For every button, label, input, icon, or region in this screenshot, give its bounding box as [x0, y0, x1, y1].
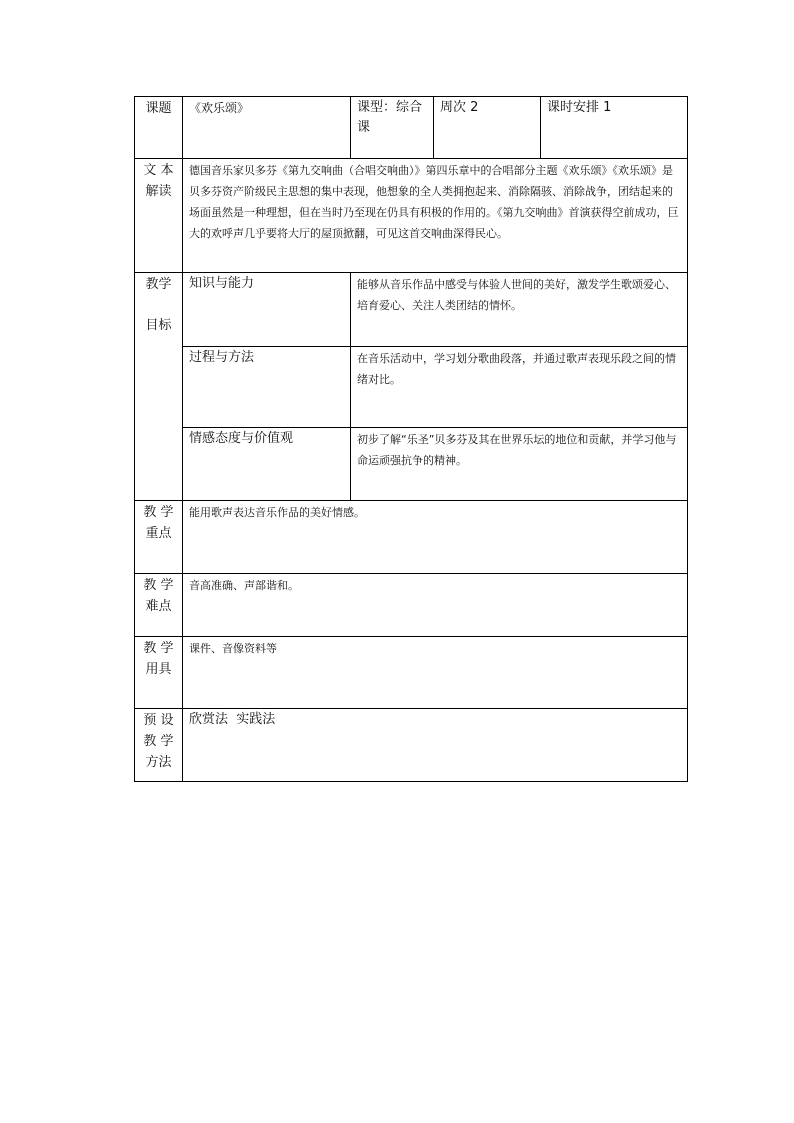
methods-label-line1: 预 设 — [143, 713, 174, 728]
objective-content: 在音乐活动中，学习划分歌曲段落，并通过歌声表现乐段之间的情绪对比。 — [351, 347, 688, 428]
objective-row-3 — [135, 428, 688, 501]
difficulties-label — [135, 574, 183, 637]
objectives-label — [135, 273, 183, 501]
methods-content: 欣赏法 实践法 — [183, 709, 688, 782]
text-interpretation-row — [135, 159, 688, 273]
methods-label — [135, 709, 183, 782]
tools-label — [135, 637, 183, 709]
lesson-type: 课型：综合课 — [351, 97, 434, 159]
tools-row — [135, 637, 688, 709]
text-interpretation-label-line1: 文 本 — [143, 163, 174, 178]
key-points-content: 能用歌声表达音乐作品的美好情感。 — [183, 501, 688, 574]
objective-name: 情感态度与价值观 — [183, 428, 351, 501]
methods-label-line2: 教 学 — [143, 734, 174, 749]
methods-row — [135, 709, 688, 782]
difficulties-label-line2: 难点 — [145, 599, 172, 614]
objective-row-1 — [135, 273, 688, 347]
difficulties-label-line1: 教 学 — [143, 578, 174, 593]
title-label: 课题 — [135, 97, 183, 159]
objective-name: 过程与方法 — [183, 347, 351, 428]
objective-content: 能够从音乐作品中感受与体验人世间的美好，激发学生歌颂爱心、培育爱心、关注人类团结的情怀。 — [351, 273, 688, 347]
header-row — [135, 97, 688, 159]
schedule: 课时安排 1 — [541, 97, 688, 159]
tools-content: 课件、音像资料等 — [183, 637, 688, 709]
text-interpretation-content: 德国音乐家贝多芬《第九交响曲（合唱交响曲）》第四乐章中的合唱部分主题《欢乐颂》《欢乐颂》是贝多芬资产阶级民主思想的集中表现，他想象的全人类拥抱起来、消除隔骇、消除战争，团结起来的场面虽然是一种理想，但在当时乃至现在仍具有积极的作用的。《第九交响曲》首演获得空前成功，巨大的欢呼声几乎要将大厅的屋顶掀翻，可见这首交响曲深得民心。 — [183, 159, 688, 273]
objective-content: 初步了解“乐圣”贝多芬及其在世界乐坛的地位和贡献，并学习他与命运顽强抗争的精神。 — [351, 428, 688, 501]
objective-name: 知识与能力 — [183, 273, 351, 347]
title-value: 《欢乐颂》 — [183, 97, 351, 159]
text-interpretation-label-line2: 解读 — [145, 184, 172, 199]
objectives-label-line1: 教学 — [145, 277, 172, 292]
tools-label-line2: 用具 — [145, 662, 172, 677]
week-number: 周次 2 — [434, 97, 541, 159]
difficulties-row — [135, 574, 688, 637]
key-points-label — [135, 501, 183, 574]
tools-label-line1: 教 学 — [143, 641, 174, 656]
methods-label-line3: 方法 — [145, 755, 172, 770]
difficulties-content: 音高准确、声部谐和。 — [183, 574, 688, 637]
lesson-plan-table — [134, 96, 688, 782]
key-points-label-line1: 教 学 — [143, 505, 174, 520]
key-points-label-line2: 重点 — [145, 526, 172, 541]
objectives-label-line2: 目标 — [145, 318, 172, 333]
text-interpretation-label — [135, 159, 183, 273]
key-points-row — [135, 501, 688, 574]
objective-row-2 — [135, 347, 688, 428]
